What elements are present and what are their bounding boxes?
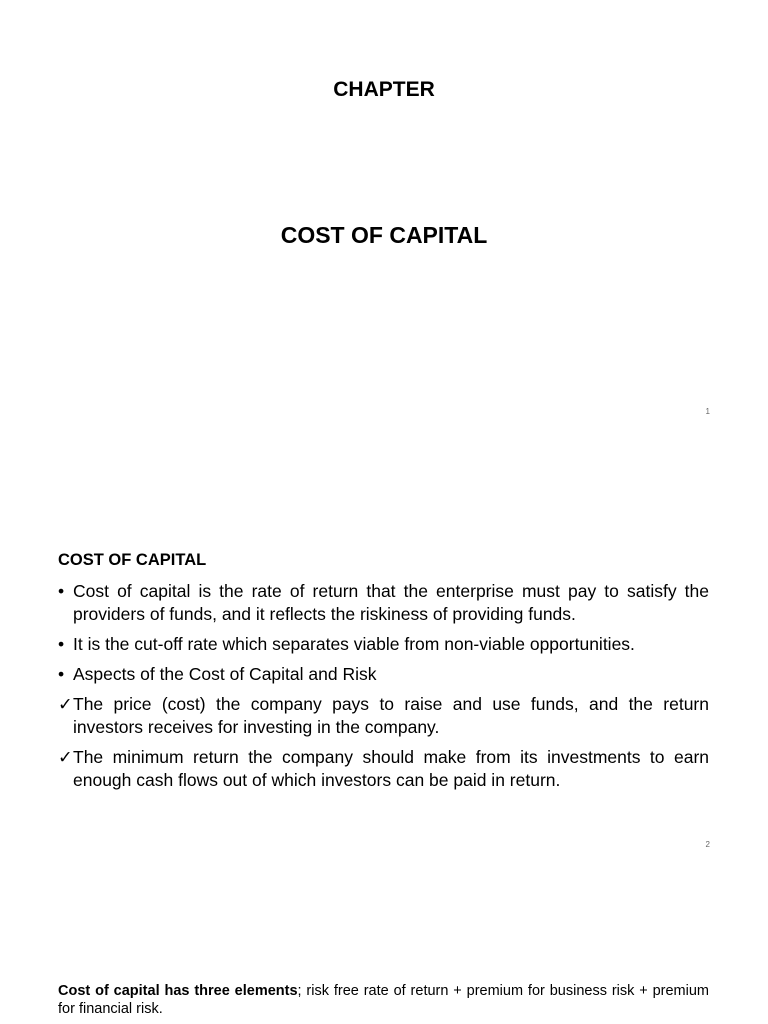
list-item-text: Cost of capital is the rate of return that the enterprise must pay to satisfy the providers of funds, and it reflects the riskiness of providing funds. bbox=[73, 581, 709, 624]
bullet-marker: • bbox=[58, 581, 65, 601]
check-icon: ✓ bbox=[58, 747, 73, 767]
page-number-2: 2 bbox=[705, 840, 710, 849]
list-item bbox=[58, 633, 709, 656]
list-item bbox=[58, 746, 709, 792]
list-item bbox=[58, 693, 709, 739]
bullet-marker: • bbox=[58, 634, 65, 654]
list-item-text: It is the cut-off rate which separates viable from non-viable opportunities. bbox=[73, 634, 635, 654]
bullet-list bbox=[58, 580, 709, 799]
chapter-label: CHAPTER bbox=[333, 78, 435, 101]
check-icon: ✓ bbox=[58, 694, 73, 714]
list-item-text: Aspects of the Cost of Capital and Risk bbox=[73, 664, 377, 684]
elements-note bbox=[58, 982, 709, 1018]
page-number-1: 1 bbox=[705, 407, 710, 416]
slide-title: COST OF CAPITAL bbox=[280, 222, 488, 248]
list-item-text: The minimum return the company should make from its investments to earn enough cash flows out of which investors can be paid in return. bbox=[73, 747, 709, 790]
elements-note-rest: ; risk free rate of return + premium for business risk + premium for financial risk. bbox=[58, 983, 709, 1017]
elements-note-lead: Cost of capital has three elements bbox=[58, 983, 298, 999]
list-item bbox=[58, 663, 709, 686]
list-item-text: The price (cost) the company pays to raise and use funds, and the return investors receives for investing in the company. bbox=[73, 694, 709, 737]
list-item bbox=[58, 580, 709, 626]
section-heading: COST OF CAPITAL bbox=[58, 551, 207, 569]
bullet-marker: • bbox=[58, 664, 65, 684]
